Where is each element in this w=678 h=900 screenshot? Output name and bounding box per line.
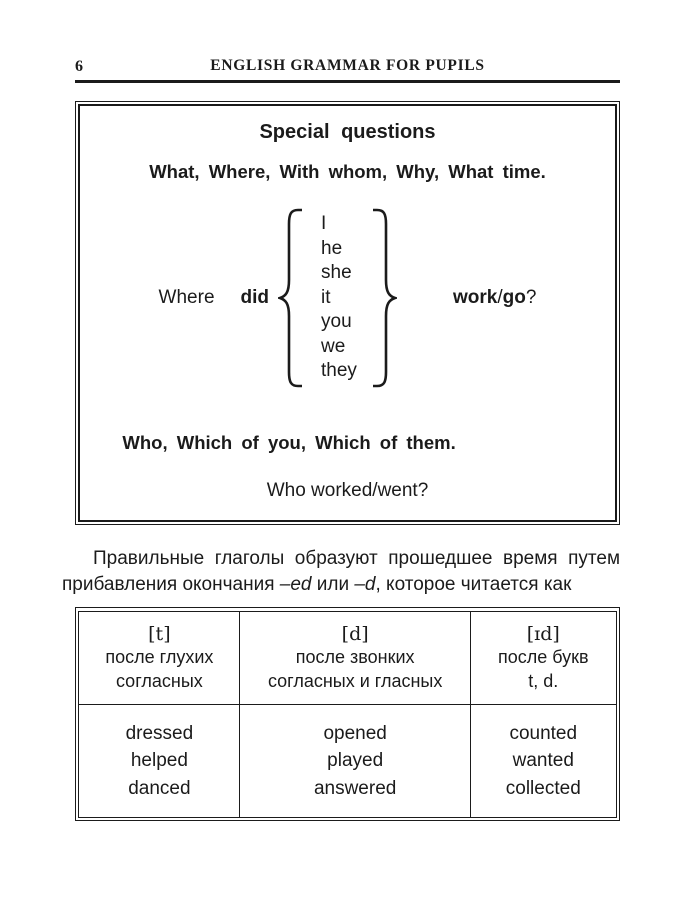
verb-go: go — [502, 286, 526, 308]
header-cell-id — [470, 611, 616, 704]
diagram-lead-word: Where — [158, 286, 215, 308]
header-cell-t — [79, 611, 240, 704]
pronoun-item: I — [321, 213, 327, 235]
verb-separator: / — [497, 286, 503, 308]
verb-work: work — [453, 286, 498, 308]
example-word: dressed — [125, 722, 194, 744]
desc-line: согласных и гласных — [267, 670, 443, 691]
subject-question-words: Who, Which of you, Which of them. — [122, 431, 456, 453]
desc-line: после звонких — [295, 647, 415, 668]
example-word: opened — [323, 722, 387, 744]
box-title: Special questions — [259, 120, 436, 143]
question-mark: ? — [525, 286, 537, 308]
examples-cell-d — [240, 704, 471, 817]
paragraph-text: или — [311, 574, 355, 596]
left-brace-icon — [278, 207, 304, 389]
question-words-line: What, Where, With whom, Why, What time. — [149, 160, 546, 182]
table-examples-row — [79, 704, 616, 817]
header-cell-d — [240, 611, 471, 704]
did-question-diagram — [80, 207, 614, 389]
paragraph-text: , которое читается как — [375, 574, 572, 596]
desc-line: после глухих — [105, 647, 214, 668]
pronoun-item: we — [321, 335, 346, 357]
ending-d: –d — [354, 574, 376, 596]
phonetic-t: [t] — [148, 622, 171, 645]
example-word: counted — [509, 722, 578, 744]
examples-cell-t — [79, 704, 240, 817]
special-questions-box-inner — [78, 104, 616, 522]
example-word: collected — [505, 777, 581, 799]
phonetic-id: [ɪd] — [526, 622, 560, 645]
table-header-row — [79, 611, 616, 704]
examples-cell-id — [470, 704, 616, 817]
example-word: wanted — [512, 750, 574, 772]
desc-line: после букв — [497, 647, 589, 668]
pronoun-item: they — [321, 360, 357, 382]
example-word: helped — [130, 750, 188, 772]
pronoun-list — [304, 212, 371, 384]
example-word: played — [327, 750, 384, 772]
subject-question-example: Who worked/went? — [266, 479, 429, 501]
example-word: answered — [313, 777, 397, 799]
pronunciation-table — [75, 607, 620, 821]
diagram-auxiliary: did — [240, 286, 270, 308]
page-header — [75, 57, 620, 77]
desc-line: t, d. — [528, 670, 559, 691]
pronoun-item: you — [321, 311, 352, 333]
diagram-verbs — [453, 287, 536, 309]
desc-line: согласных — [115, 670, 203, 691]
pronoun-item: it — [321, 286, 331, 308]
regular-verbs-paragraph — [62, 546, 620, 598]
header-rule — [75, 80, 620, 83]
example-word: danced — [128, 777, 191, 799]
ending-ed: –ed — [279, 574, 312, 596]
special-questions-box — [75, 101, 620, 526]
phonetic-d: [d] — [341, 622, 369, 645]
page-number: 6 — [75, 58, 83, 75]
running-title: ENGLISH GRAMMAR FOR PUPILS — [210, 57, 485, 74]
pronoun-item: he — [321, 237, 343, 259]
pronoun-item: she — [321, 262, 352, 284]
right-brace-icon — [371, 207, 397, 389]
paragraph-text: Правильные глаголы образуют прошедшее время путем прибавления окончания — [62, 548, 620, 596]
pronunciation-table-grid — [78, 611, 616, 818]
